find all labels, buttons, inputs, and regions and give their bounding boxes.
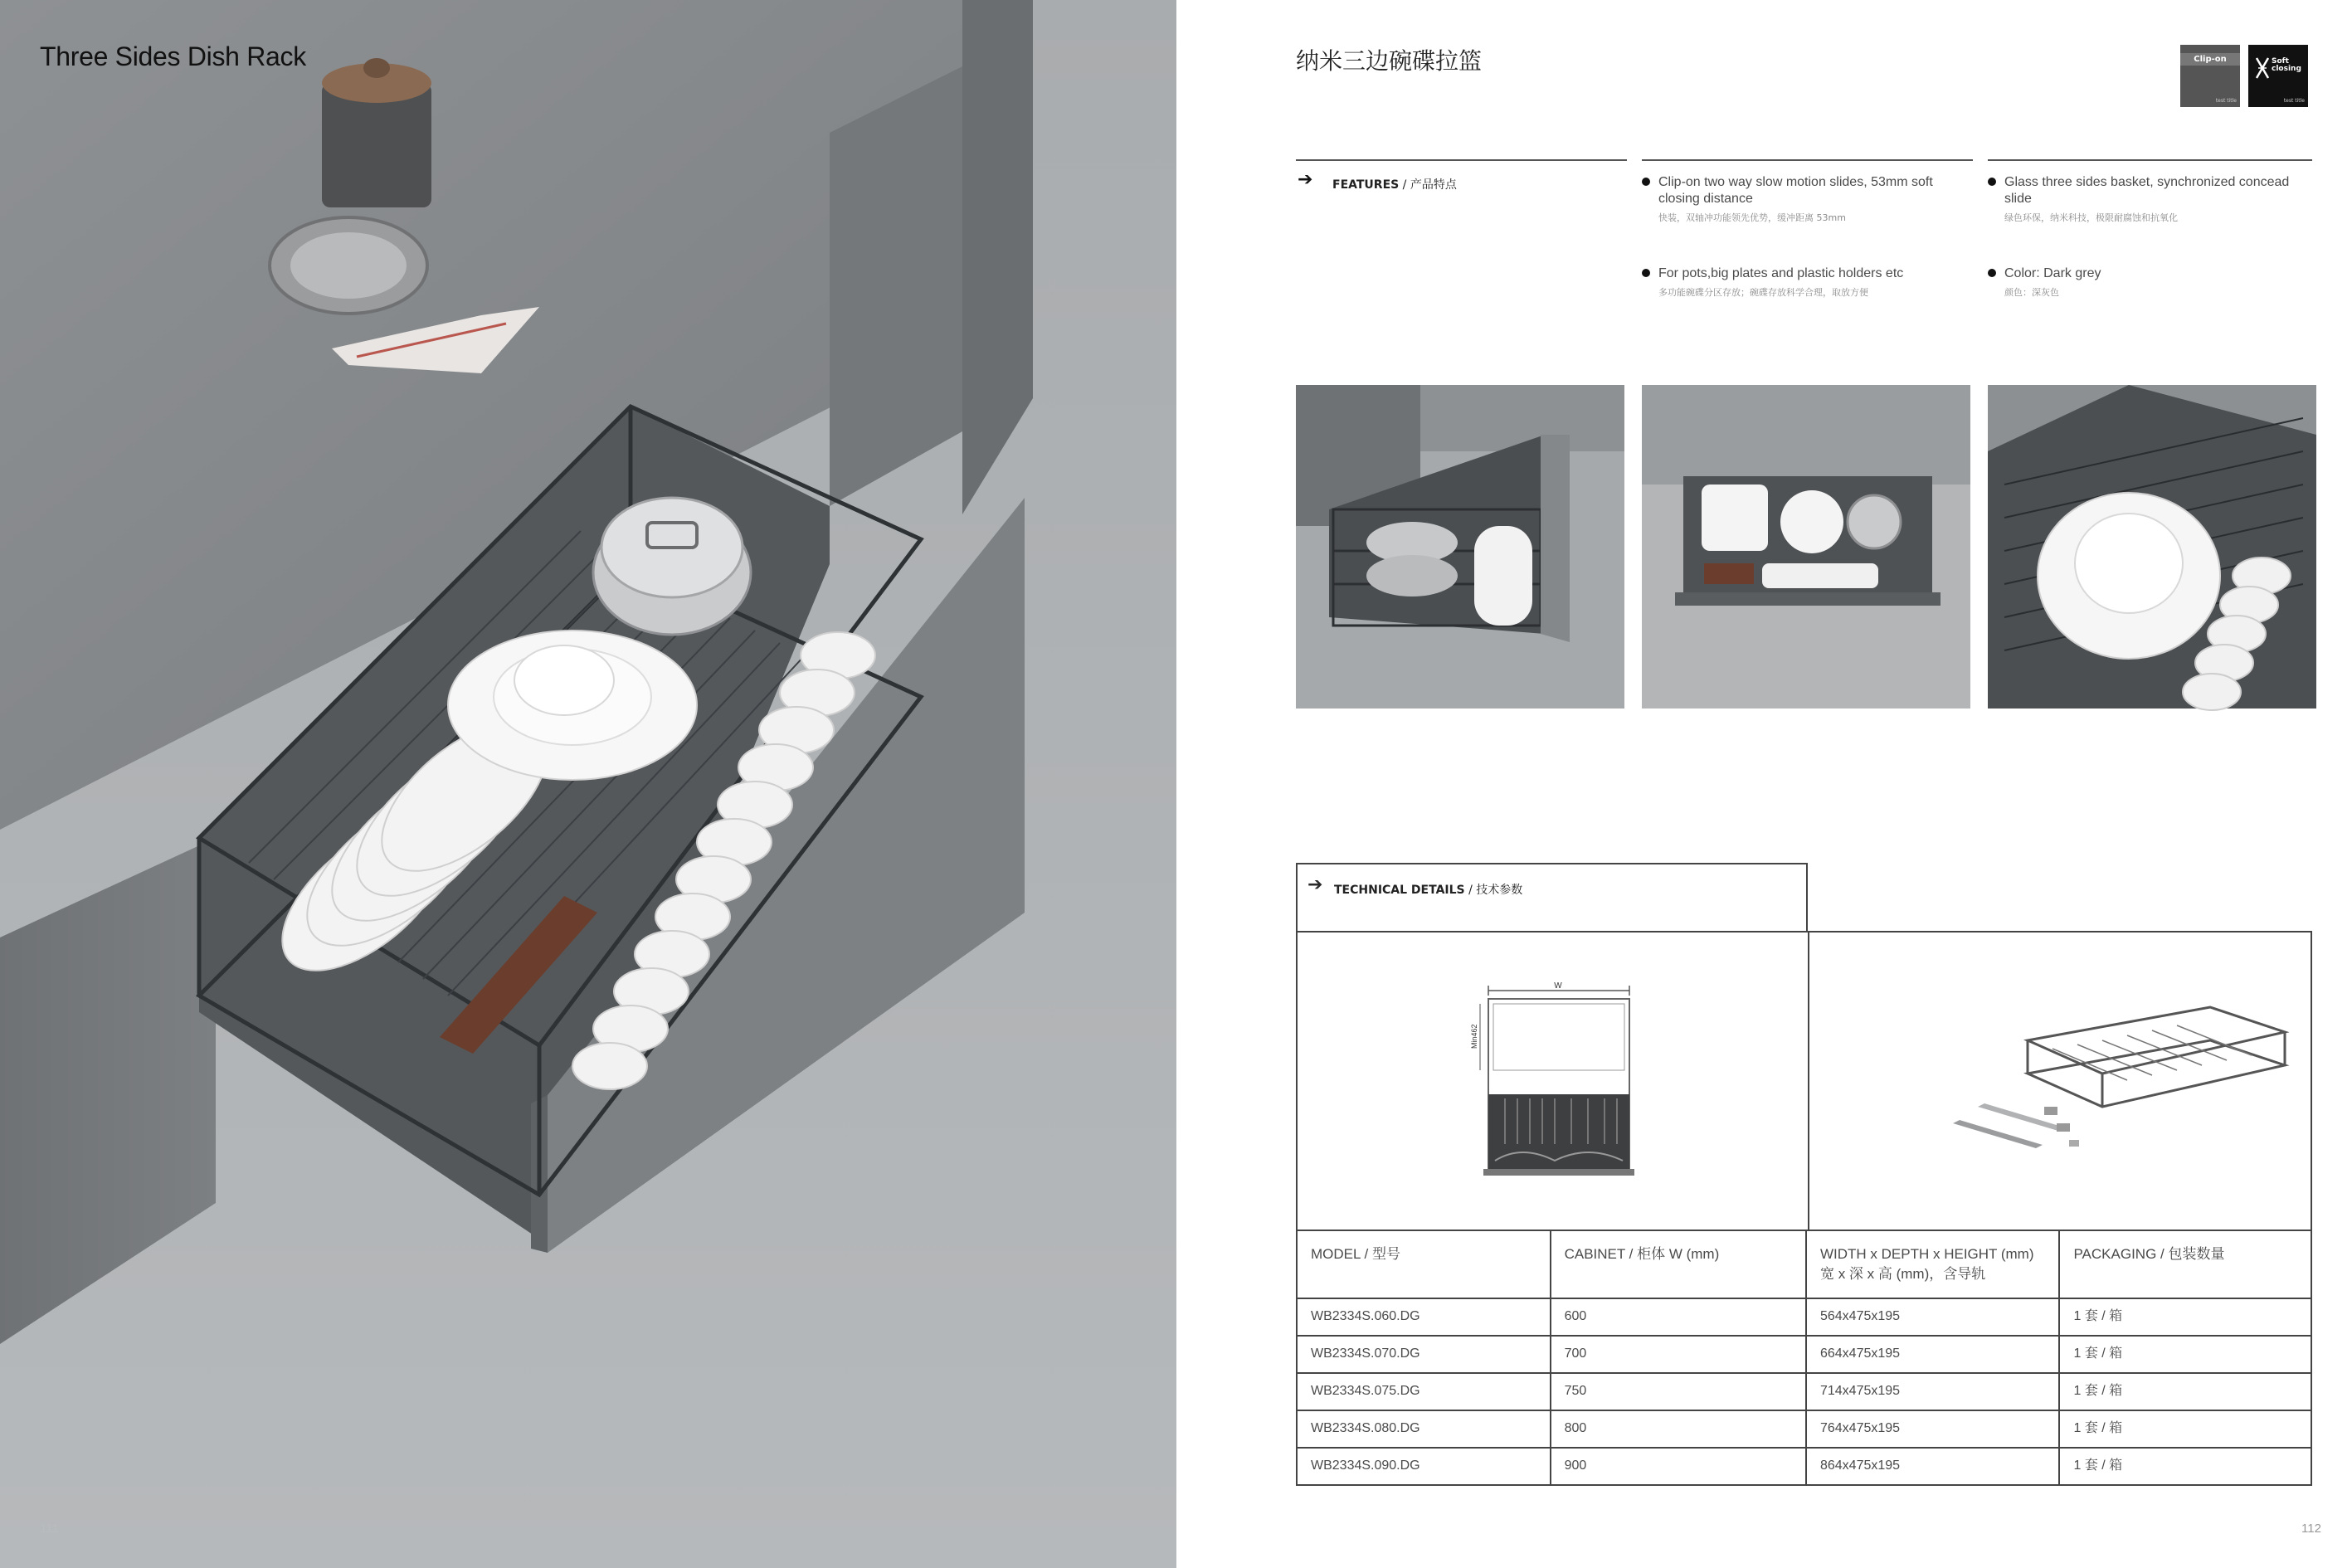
- feature-text-cn: 颜色：深灰色: [2004, 287, 2059, 298]
- clip-on-badge-label: Clip-on: [2180, 53, 2240, 66]
- feature-text-en: For pots,big plates and plastic holders etc: [1658, 266, 1904, 280]
- width-dimension-label: W: [1554, 981, 1562, 991]
- product-title: Three Sides Dish Rack: [40, 41, 306, 71]
- feature-text-cn: 多功能碗碟分区存放；碗碟存放科学合理，取放方便: [1658, 287, 1868, 298]
- detail-photo-side: [1296, 385, 1624, 709]
- feature-text-cn: 快装，双轴冲功能领先优势，缓冲距离 53mm: [1658, 212, 1846, 223]
- cell-size: 764x475x195: [1806, 1410, 2059, 1448]
- feature-item: [1642, 174, 1974, 224]
- cell-model: WB2334S.090.DG: [1297, 1448, 1551, 1485]
- soft-closing-badge: [2248, 45, 2308, 107]
- cell-model: WB2334S.075.DG: [1297, 1373, 1551, 1410]
- cell-model: WB2334S.080.DG: [1297, 1410, 1551, 1448]
- cell-packaging: 1 套 / 箱: [2059, 1298, 2311, 1336]
- table-row: [1297, 1410, 2311, 1448]
- cell-model: WB2334S.070.DG: [1297, 1336, 1551, 1373]
- table-row: [1297, 1336, 2311, 1373]
- basket-product-drawing: [1945, 982, 2293, 1181]
- detail-photo-top: [1988, 385, 2316, 709]
- technical-divider: [1808, 933, 1809, 1230]
- features-label: FEATURES / 产品特点: [1332, 178, 1457, 192]
- cell-packaging: 1 套 / 箱: [2059, 1410, 2311, 1448]
- cell-cabinet: 750: [1551, 1373, 1806, 1410]
- cell-packaging: 1 套 / 箱: [2059, 1448, 2311, 1485]
- technical-details-arrow-icon: ➔: [1307, 874, 1323, 895]
- feature-text-en: Color: Dark grey: [2004, 266, 2101, 280]
- table-header-row: [1297, 1230, 2311, 1298]
- features-arrow-icon: ➔: [1298, 169, 1313, 190]
- bullet-icon: [1988, 269, 1996, 277]
- bullet-icon: [1642, 269, 1650, 277]
- dimension-drawing: [1472, 982, 1638, 1181]
- cell-model: WB2334S.060.DG: [1297, 1298, 1551, 1336]
- features-rule-3: [1988, 159, 2312, 161]
- cell-cabinet: 600: [1551, 1298, 1806, 1336]
- cell-size: 864x475x195: [1806, 1448, 2059, 1485]
- technical-drawing-box: [1296, 931, 2312, 1231]
- cell-size: 664x475x195: [1806, 1336, 2059, 1373]
- technical-details-label: TECHNICAL DETAILS / 技术参数: [1334, 884, 1523, 897]
- right-page: [1176, 0, 2352, 1568]
- product-title-chinese: 纳米三边碗碟拉篮: [1296, 47, 1483, 75]
- soft-closing-icon: [2255, 56, 2270, 80]
- technical-details-header: [1296, 863, 1808, 933]
- bullet-icon: [1988, 178, 1996, 186]
- column-header-model: MODEL / 型号: [1297, 1230, 1551, 1298]
- clip-on-badge-sub: test title: [2215, 98, 2237, 104]
- column-header-dimensions: WIDTH x DEPTH x HEIGHT (mm) 宽 x 深 x 高 (mm)，含导轨: [1806, 1230, 2059, 1298]
- cell-cabinet: 900: [1551, 1448, 1806, 1485]
- feature-item: [1988, 265, 2320, 299]
- table-row: [1297, 1448, 2311, 1485]
- height-dimension-label: Min462: [1470, 1024, 1478, 1049]
- column-header-cabinet: CABINET / 柜体 W (mm): [1551, 1230, 1806, 1298]
- cell-cabinet: 800: [1551, 1410, 1806, 1448]
- features-rule-1: [1296, 159, 1627, 161]
- detail-photo-front: [1642, 385, 1970, 709]
- feature-text-cn: 绿色环保，纳米科技，极限耐腐蚀和抗氧化: [2004, 212, 2178, 223]
- table-row: [1297, 1373, 2311, 1410]
- page-number-left: 111: [40, 1522, 59, 1536]
- table-row: [1297, 1298, 2311, 1336]
- feature-text-en: Clip-on two way slow motion slides, 53mm soft closing distance: [1658, 175, 1933, 206]
- cell-packaging: 1 套 / 箱: [2059, 1336, 2311, 1373]
- cell-packaging: 1 套 / 箱: [2059, 1373, 2311, 1410]
- features-rule-2: [1642, 159, 1973, 161]
- feature-item: [1988, 174, 2320, 224]
- bullet-icon: [1642, 178, 1650, 186]
- soft-closing-badge-label: Soft closing: [2272, 57, 2301, 73]
- specifications-table: [1296, 1230, 2312, 1486]
- clip-on-badge: [2180, 45, 2240, 107]
- feature-text-en: Glass three sides basket, synchronized concead slide: [2004, 175, 2290, 206]
- feature-item: [1642, 265, 1974, 299]
- cell-size: 714x475x195: [1806, 1373, 2059, 1410]
- page-number-right: 112: [2301, 1522, 2321, 1536]
- soft-closing-badge-sub: test title: [2283, 98, 2305, 104]
- cell-cabinet: 700: [1551, 1336, 1806, 1373]
- cell-size: 564x475x195: [1806, 1298, 2059, 1336]
- column-header-packaging: PACKAGING / 包装数量: [2059, 1230, 2311, 1298]
